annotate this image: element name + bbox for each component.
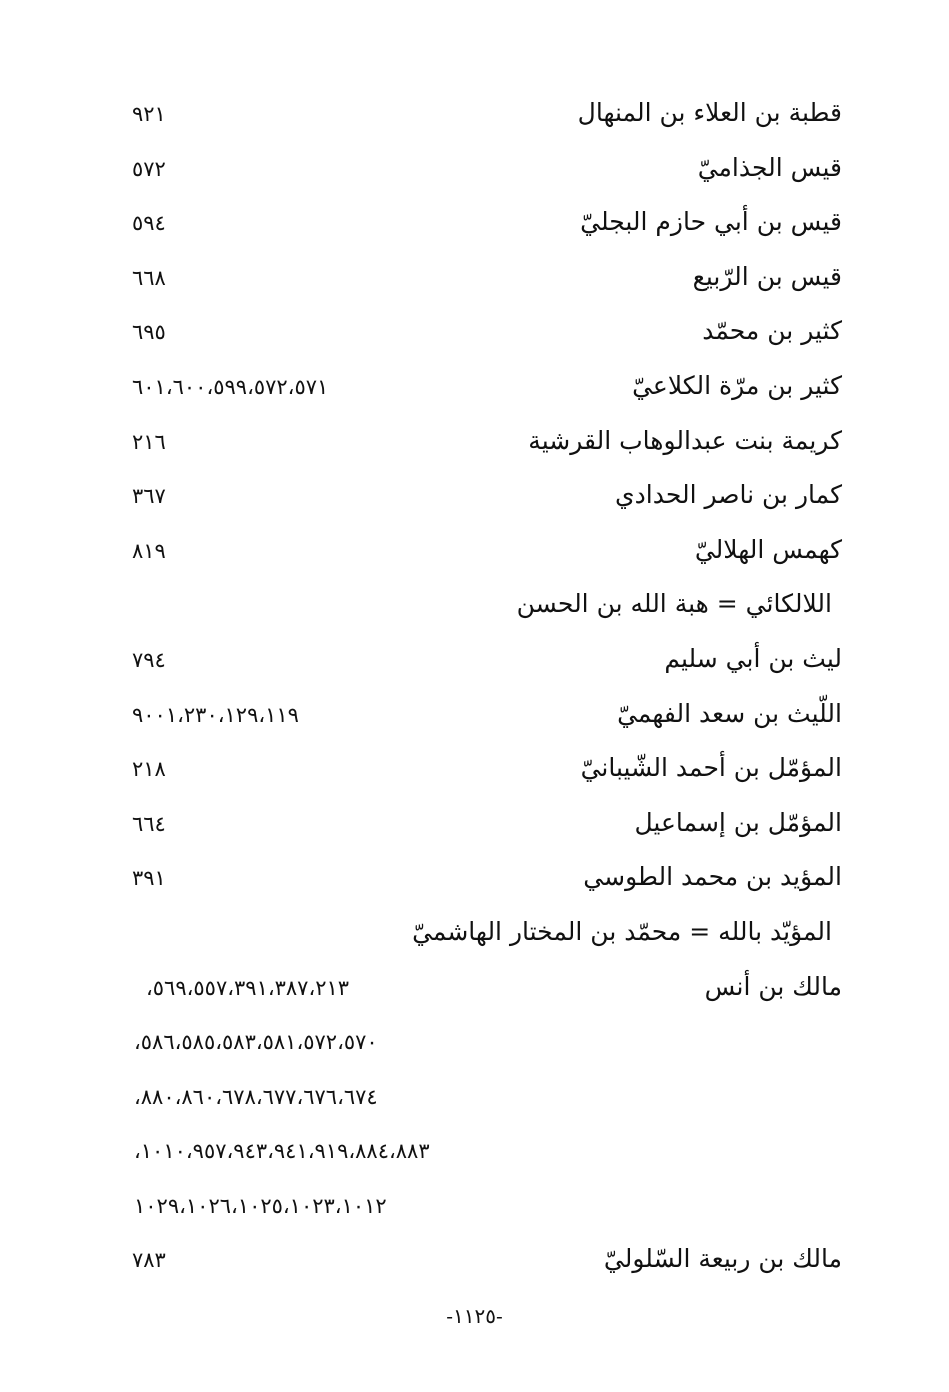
entry-pages: ٧٩٤: [132, 647, 166, 672]
entry-pages: ٦٦٤: [132, 811, 166, 836]
index-entry: [132, 638, 842, 693]
entry-name: مالك بن ربيعة السّلوليّ: [603, 1244, 842, 1274]
entry-name: كهمس الهلاليّ: [694, 534, 842, 564]
index-entry: [132, 1238, 842, 1293]
page-number: -١١٢٥-: [446, 1304, 503, 1328]
entry-pages: ٩٠٠١،٢٣٠،١٢٩،١١٩: [132, 702, 299, 727]
entry-name: مالك بن أنس: [704, 971, 842, 1001]
entry-pages: ٢١٨: [132, 757, 166, 782]
entry-name: كثير بن مرّة الكلاعيّ: [632, 370, 842, 400]
entry-pages: ٨٨٠،٨٦٠،٦٧٨،٦٧٧،٦٧٦،٦٧٤،: [134, 1084, 378, 1109]
index-entry: [132, 747, 842, 802]
entry-pages: ٩٢١: [132, 102, 166, 126]
index-entry: [132, 92, 842, 147]
entry-pages: ٥٩٤: [132, 211, 166, 236]
index-entry-continuation: [132, 1075, 842, 1130]
index-entry: [132, 201, 842, 256]
index-entry: [132, 365, 842, 420]
cross-reference-entry: [132, 583, 842, 638]
entry-name: كثير بن محمّد: [702, 316, 842, 346]
entry-pages: ٦٦٨: [132, 265, 166, 290]
index-entry: [132, 474, 842, 529]
entry-pages: ٥٧٢: [132, 156, 166, 181]
entry-name: المؤمّل بن إسماعيل: [634, 807, 842, 837]
entry-pages: ١٠١٠،٩٥٧،٩٤٣،٩٤١،٩١٩،٨٨٤،٨٨٣،: [134, 1139, 430, 1164]
entry-name: كريمة بنت عبدالوهاب القرشية: [528, 425, 842, 455]
entry-pages: ١٠٢٩،١٠٢٦،١٠٢٥،١٠٢٣،١٠١٢: [134, 1193, 387, 1218]
entry-pages: ٦٩٥: [132, 320, 166, 345]
entry-pages: ٦٠١،٦٠٠،٥٩٩،٥٧٢،٥٧١: [132, 374, 329, 399]
index-entry: [132, 966, 842, 1021]
index-entry-continuation: [132, 1020, 842, 1075]
index-entry: [132, 529, 842, 584]
entry-name: قيس الجذاميّ: [697, 152, 842, 182]
entry-name: قطبة بن العلاء بن المنهال: [577, 98, 842, 127]
name-index-list: [132, 92, 842, 1293]
cross-reference-entry: [132, 911, 842, 966]
index-entry: [132, 856, 842, 911]
index-entry: [132, 147, 842, 202]
entry-pages: ٥٨٦،٥٨٥،٥٨٣،٥٨١،٥٧٢،٥٧٠،: [134, 1030, 378, 1055]
entry-pages: ٨١٩: [132, 538, 166, 563]
entry-name: كمار بن ناصر الحدادي: [615, 480, 842, 510]
entry-name: المؤمّل بن أحمد الشّيبانيّ: [580, 753, 842, 783]
index-entry: [132, 802, 842, 857]
entry-pages: ٧٨٣: [132, 1248, 166, 1273]
entry-name: المؤيّد بالله = محمّد بن المختار الهاشميّ: [412, 916, 832, 946]
index-entry: [132, 693, 842, 748]
entry-name: ليث بن أبي سليم: [664, 643, 842, 673]
entry-name: اللالكائي = هبة الله بن الحسن: [516, 589, 832, 619]
entry-name: قيس بن أبي حازم البجليّ: [580, 207, 842, 237]
entry-name: قيس بن الرّبيع: [692, 261, 842, 291]
entry-pages: ٥٦٩،٥٥٧،٣٩١،٣٨٧،٢١٣،: [146, 975, 350, 1000]
index-entry-continuation: [132, 1129, 842, 1184]
entry-pages: ٣٩١: [132, 866, 166, 891]
entry-name: المؤيد بن محمد الطوسي: [583, 862, 842, 892]
index-entry: [132, 256, 842, 311]
entry-pages: ٢١٦: [132, 429, 166, 454]
index-entry-continuation: [132, 1184, 842, 1239]
entry-pages: ٣٦٧: [132, 484, 166, 509]
entry-name: اللّيث بن سعد الفهميّ: [617, 698, 842, 728]
index-entry: [132, 310, 842, 365]
index-entry: [132, 420, 842, 475]
